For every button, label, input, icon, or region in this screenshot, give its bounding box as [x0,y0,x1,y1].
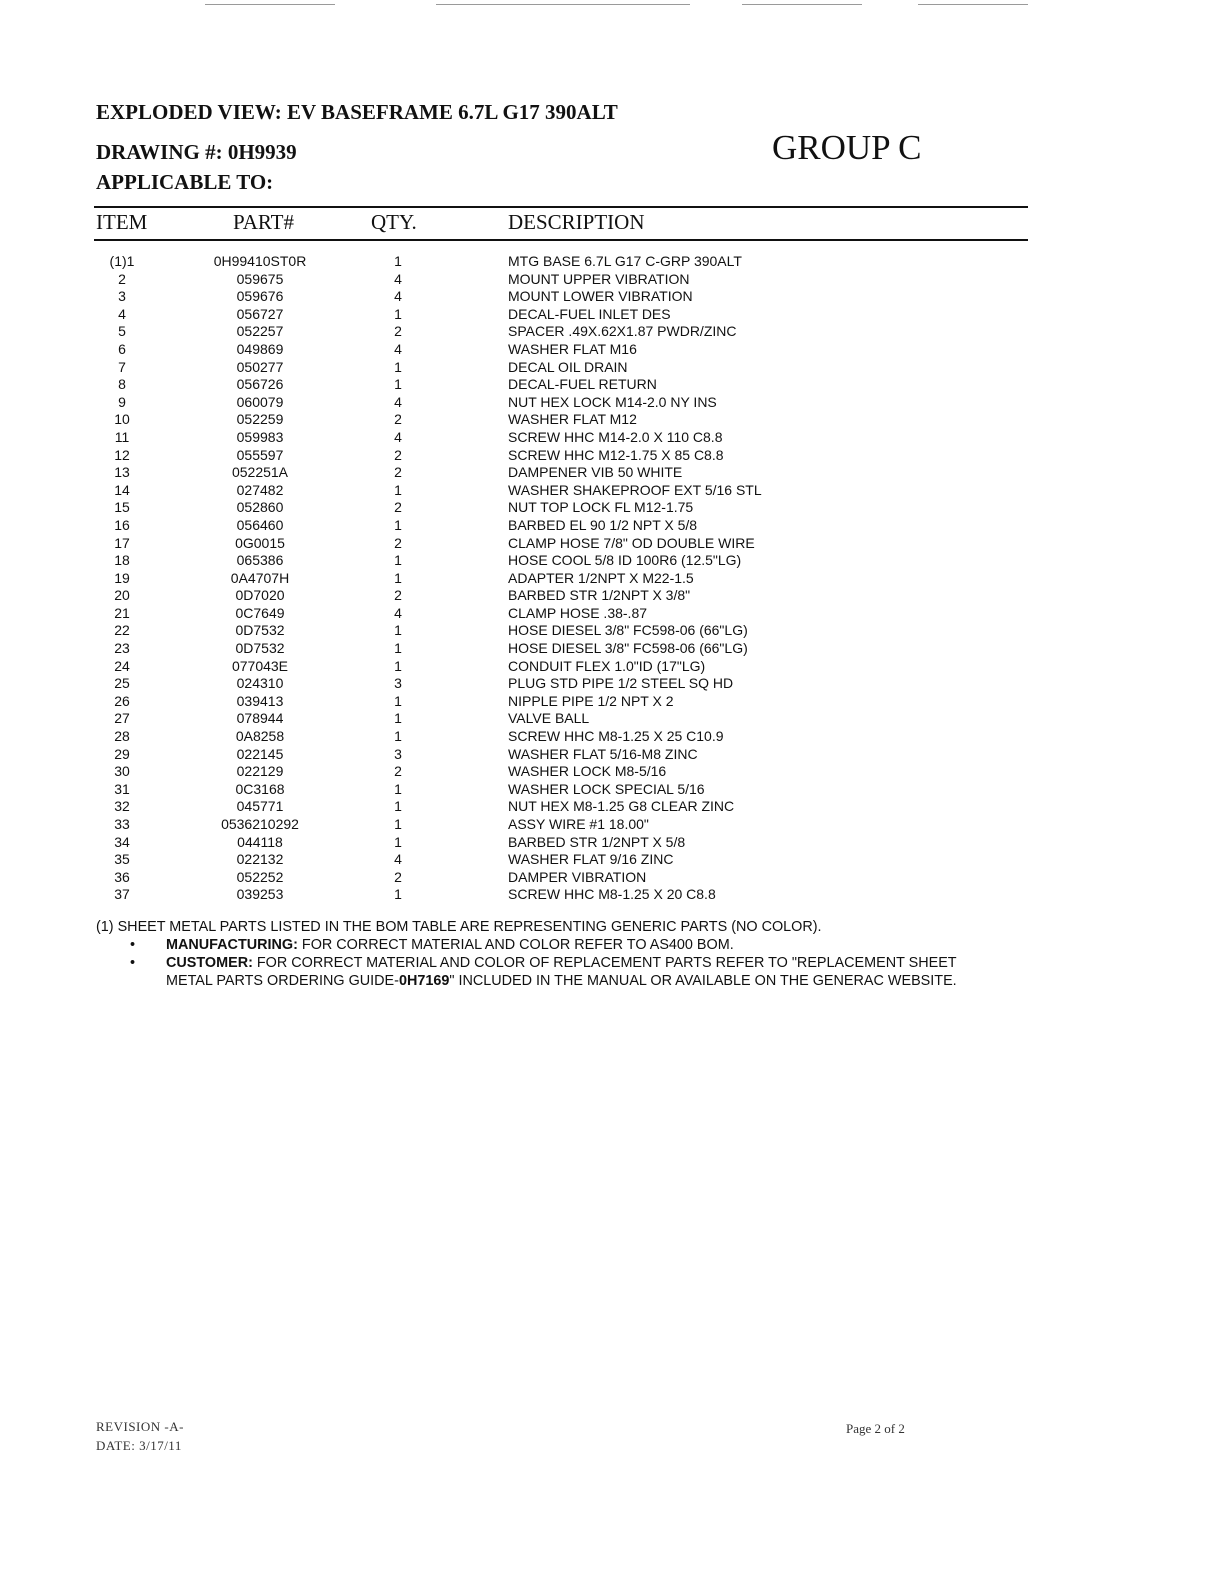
item-cell: (1)1 [109,253,135,269]
column-header-item: ITEM [96,210,148,234]
part-number-cell: 0D7532 [235,622,285,639]
part-number-cell: 022145 [236,745,284,762]
description-cell: CLAMP HOSE 7/8" OD DOUBLE WIRE [508,534,755,551]
description-cell: WASHER FLAT 9/16 ZINC [508,851,674,868]
table-row [0,447,1224,465]
item-cell: 28 [114,728,130,745]
table-row [0,869,1224,887]
item-cell: 30 [114,763,130,780]
description-cell: DAMPER VIBRATION [508,868,647,885]
description-cell: SPACER .49X.62X1.87 PWDR/ZINC [508,323,737,340]
quantity-cell: 2 [394,499,402,516]
column-header-qty: QTY. [371,210,417,234]
table-row [0,622,1224,640]
description-cell: BARBED STR 1/2NPT X 5/8 [508,833,686,850]
customer-text-continued: METAL PARTS ORDERING GUIDE- [166,973,399,989]
part-number-cell: 044118 [237,833,283,850]
description-cell: HOSE DIESEL 3/8" FC598-06 (66"LG) [508,640,748,657]
quantity-cell: 1 [394,376,402,393]
quantity-cell: 1 [394,833,402,850]
table-row [0,834,1224,852]
part-number-cell: 0G0015 [235,534,285,551]
description-cell: VALVE BALL [508,710,590,727]
note-bullet-customer [96,954,1036,972]
table-row [0,746,1224,764]
part-number-cell: 0A4707H [230,569,290,586]
part-number-cell: 0H99410ST0R [213,253,307,269]
customer-text: FOR CORRECT MATERIAL AND COLOR OF REPLACEMENT PARTS REFER TO "REPLACEMENT SHEET [252,955,957,971]
description-cell: SCREW HHC M14-2.0 X 110 C8.8 [508,428,723,445]
table-top-rule [94,206,1028,208]
part-number-cell: 027482 [236,481,284,498]
description-cell: NUT TOP LOCK FL M12-1.75 [508,499,694,516]
description-cell: SCREW HHC M12-1.75 X 85 C8.8 [508,446,724,463]
drawing-number: DRAWING #: 0H9939 [96,140,297,164]
part-number-cell: 0D7020 [235,587,285,604]
column-header-description: DESCRIPTION [508,210,645,234]
part-number-cell: 0A8258 [235,728,285,745]
item-cell: 23 [114,640,130,657]
item-cell: 15 [114,499,130,516]
item-cell: 10 [114,411,130,428]
item-cell: 34 [114,833,130,850]
ordering-guide-number: 0H7169 [398,973,450,989]
quantity-cell: 2 [394,464,402,481]
description-cell: HOSE COOL 5/8 ID 100R6 (12.5"LG) [508,552,742,569]
description-cell: MOUNT UPPER VIBRATION [508,270,690,287]
description-cell: WASHER LOCK M8-5/16 [508,763,667,780]
description-cell: BARBED STR 1/2NPT X 3/8" [508,587,691,604]
item-cell: 8 [118,376,126,393]
quantity-cell: 2 [394,587,402,604]
part-number-cell: 0D7532 [235,640,285,657]
part-number-cell: 056726 [236,376,284,393]
quantity-cell: 1 [394,798,402,815]
part-number-cell: 045771 [236,798,284,815]
description-cell: PLUG STD PIPE 1/2 STEEL SQ HD [508,675,734,692]
item-cell: 20 [114,587,130,604]
table-row [0,675,1224,693]
note-bullet-customer-continued [96,972,1036,990]
item-cell: 14 [114,481,130,498]
manufacturing-text: FOR CORRECT MATERIAL AND COLOR REFER TO AS400 BOM. [297,937,734,953]
description-cell: DAMPENER VIB 50 WHITE [508,464,683,481]
table-row [0,763,1224,781]
description-cell: WASHER FLAT M16 [508,340,637,357]
part-number-cell: 052257 [236,323,284,340]
description-cell: CLAMP HOSE .38-.87 [508,604,648,621]
part-number-cell: 052252 [236,868,284,885]
table-row [0,376,1224,394]
quantity-cell: 4 [394,340,402,357]
table-row [0,552,1224,570]
quantity-cell: 1 [394,886,402,903]
part-number-cell: 049869 [236,340,284,357]
description-cell: NUT HEX M8-1.25 G8 CLEAR ZINC [508,798,735,815]
part-number-cell: 059675 [236,270,284,287]
table-row [0,640,1224,658]
part-number-cell: 039413 [236,692,284,709]
table-row [0,341,1224,359]
table-row [0,429,1224,447]
item-cell: 27 [114,710,130,727]
part-number-cell: 024310 [236,675,284,692]
quantity-cell: 1 [394,710,402,727]
part-number-cell: 059676 [236,288,284,305]
quantity-cell: 1 [394,358,402,375]
part-number-cell: 065386 [236,552,284,569]
part-number-cell: 0536210292 [221,816,299,832]
document-title: EXPLODED VIEW: EV BASEFRAME 6.7L G17 390ALT [96,100,618,124]
part-number-cell: 0C3168 [235,780,285,797]
table-row [0,570,1224,588]
item-cell: 24 [114,657,130,674]
table-row [0,816,1224,834]
description-cell: MTG BASE 6.7L G17 C-GRP 390ALT [508,253,742,269]
description-cell: WASHER LOCK SPECIAL 5/16 [508,780,705,797]
part-number-cell: 039253 [236,886,284,903]
description-cell: WASHER SHAKEPROOF EXT 5/16 STL [508,481,762,498]
quantity-cell: 1 [394,305,402,322]
part-number-cell: 056727 [236,305,284,322]
table-row [0,605,1224,623]
part-number-cell: 056460 [236,516,284,533]
item-cell: 29 [114,745,130,762]
quantity-cell: 2 [394,868,402,885]
description-cell: WASHER FLAT 5/16-M8 ZINC [508,745,698,762]
quantity-cell: 4 [394,288,402,305]
quantity-cell: 3 [394,675,402,692]
description-cell: WASHER FLAT M12 [508,411,637,428]
description-cell: SCREW HHC M8-1.25 X 20 C8.8 [508,886,716,903]
applicable-to: APPLICABLE TO: [96,170,274,194]
scan-artifact-line [918,4,1028,5]
quantity-cell: 2 [394,446,402,463]
description-cell: ADAPTER 1/2NPT X M22-1.5 [508,569,694,586]
quantity-cell: 2 [394,411,402,428]
quantity-cell: 1 [394,516,402,533]
item-cell: 5 [118,323,126,340]
item-cell: 4 [118,305,126,322]
item-cell: 13 [114,464,130,481]
item-cell: 26 [114,692,130,709]
table-row [0,798,1224,816]
item-cell: 19 [114,569,130,586]
part-number-cell: 0C7649 [235,604,285,621]
part-number-cell: 059983 [236,428,284,445]
table-row [0,323,1224,341]
item-cell: 11 [114,428,130,445]
customer-label: CUSTOMER: [166,955,253,971]
item-cell: 17 [114,534,130,551]
item-cell: 6 [118,340,126,357]
table-header-rule [94,239,1028,241]
part-number-cell: 078944 [236,710,284,727]
quantity-cell: 4 [394,428,402,445]
column-header-part: PART# [233,210,294,234]
description-cell: DECAL-FUEL RETURN [508,376,657,393]
part-number-cell: 022129 [236,763,284,780]
quantity-cell: 1 [394,569,402,586]
item-cell: 7 [118,358,126,375]
part-number-cell: 050277 [236,358,284,375]
quantity-cell: 4 [394,604,402,621]
quantity-cell: 2 [394,763,402,780]
quantity-cell: 1 [394,253,402,269]
description-cell: MOUNT LOWER VIBRATION [508,288,693,305]
item-cell: 33 [114,816,130,832]
table-row [0,359,1224,377]
description-cell: DECAL-FUEL INLET DES [508,305,671,322]
quantity-cell: 1 [394,481,402,498]
table-row [0,288,1224,306]
quantity-cell: 1 [394,692,402,709]
table-row [0,658,1224,676]
part-number-cell: 052259 [236,411,284,428]
table-row [0,253,1224,271]
table-row [0,693,1224,711]
scan-artifact-line [742,4,862,5]
item-cell: 37 [114,886,130,903]
item-cell: 12 [114,446,130,463]
quantity-cell: 1 [394,552,402,569]
description-cell: NUT HEX LOCK M14-2.0 NY INS [508,393,717,410]
scan-artifact-line [436,4,690,5]
table-row [0,710,1224,728]
item-cell: 22 [114,622,130,639]
item-cell: 25 [114,675,130,692]
part-number-cell: 052860 [236,499,284,516]
description-cell: SCREW HHC M8-1.25 X 25 C10.9 [508,728,724,745]
table-row [0,271,1224,289]
quantity-cell: 1 [394,657,402,674]
table-row [0,306,1224,324]
page-number: Page 2 of 2 [846,1421,905,1436]
table-row [0,728,1224,746]
description-cell: HOSE DIESEL 3/8" FC598-06 (66"LG) [508,622,748,639]
date-label: DATE: 3/17/11 [96,1438,182,1453]
part-number-cell: 052251A [231,464,289,481]
quantity-cell: 2 [394,323,402,340]
note-bullet-manufacturing [96,936,1036,954]
item-cell: 16 [114,516,130,533]
quantity-cell: 1 [394,816,402,832]
table-row [0,535,1224,553]
manufacturing-label: MANUFACTURING: [166,937,298,953]
quantity-cell: 3 [394,745,402,762]
quantity-cell: 1 [394,728,402,745]
bullet-dot: • [130,955,136,971]
part-number-cell: 022132 [236,851,284,868]
quantity-cell: 4 [394,851,402,868]
notes-section [96,918,1036,990]
item-cell: 21 [114,604,130,621]
quantity-cell: 2 [394,534,402,551]
item-cell: 31 [114,780,130,797]
item-cell: 36 [114,868,130,885]
item-cell: 3 [118,288,126,305]
item-cell: 9 [118,393,126,410]
item-cell: 2 [118,270,126,287]
description-cell: BARBED EL 90 1/2 NPT X 5/8 [508,516,698,533]
quantity-cell: 1 [394,640,402,657]
item-cell: 18 [114,552,130,569]
scan-artifact-line [205,4,335,5]
table-row [0,482,1224,500]
note-main: (1) SHEET METAL PARTS LISTED IN THE BOM TABLE ARE REPRESENTING GENERIC PARTS (NO COLOR). [96,919,822,935]
table-row [0,886,1224,904]
table-row [0,411,1224,429]
description-cell: ASSY WIRE #1 18.00" [508,816,649,832]
quantity-cell: 1 [394,622,402,639]
table-row [0,464,1224,482]
part-number-cell: 055597 [236,446,284,463]
quantity-cell: 4 [394,393,402,410]
item-cell: 32 [114,798,130,815]
part-number-cell: 077043E [231,657,289,674]
group-label: GROUP C [772,128,922,167]
table-row [0,851,1224,869]
item-cell: 35 [114,851,130,868]
quantity-cell: 4 [394,270,402,287]
table-row [0,517,1224,535]
table-row [0,394,1224,412]
customer-text-end: " INCLUDED IN THE MANUAL OR AVAILABLE ON THE GENERAC WEBSITE. [449,973,957,989]
description-cell: CONDUIT FLEX 1.0"ID (17"LG) [508,657,706,674]
quantity-cell: 1 [394,780,402,797]
part-number-cell: 060079 [236,393,284,410]
revision-label: REVISION -A- [96,1419,184,1434]
table-row [0,587,1224,605]
table-row [0,499,1224,517]
description-cell: NIPPLE PIPE 1/2 NPT X 2 [508,692,674,709]
bullet-dot: • [130,937,136,953]
table-row [0,781,1224,799]
description-cell: DECAL OIL DRAIN [508,358,628,375]
parts-table-body [0,253,1224,904]
